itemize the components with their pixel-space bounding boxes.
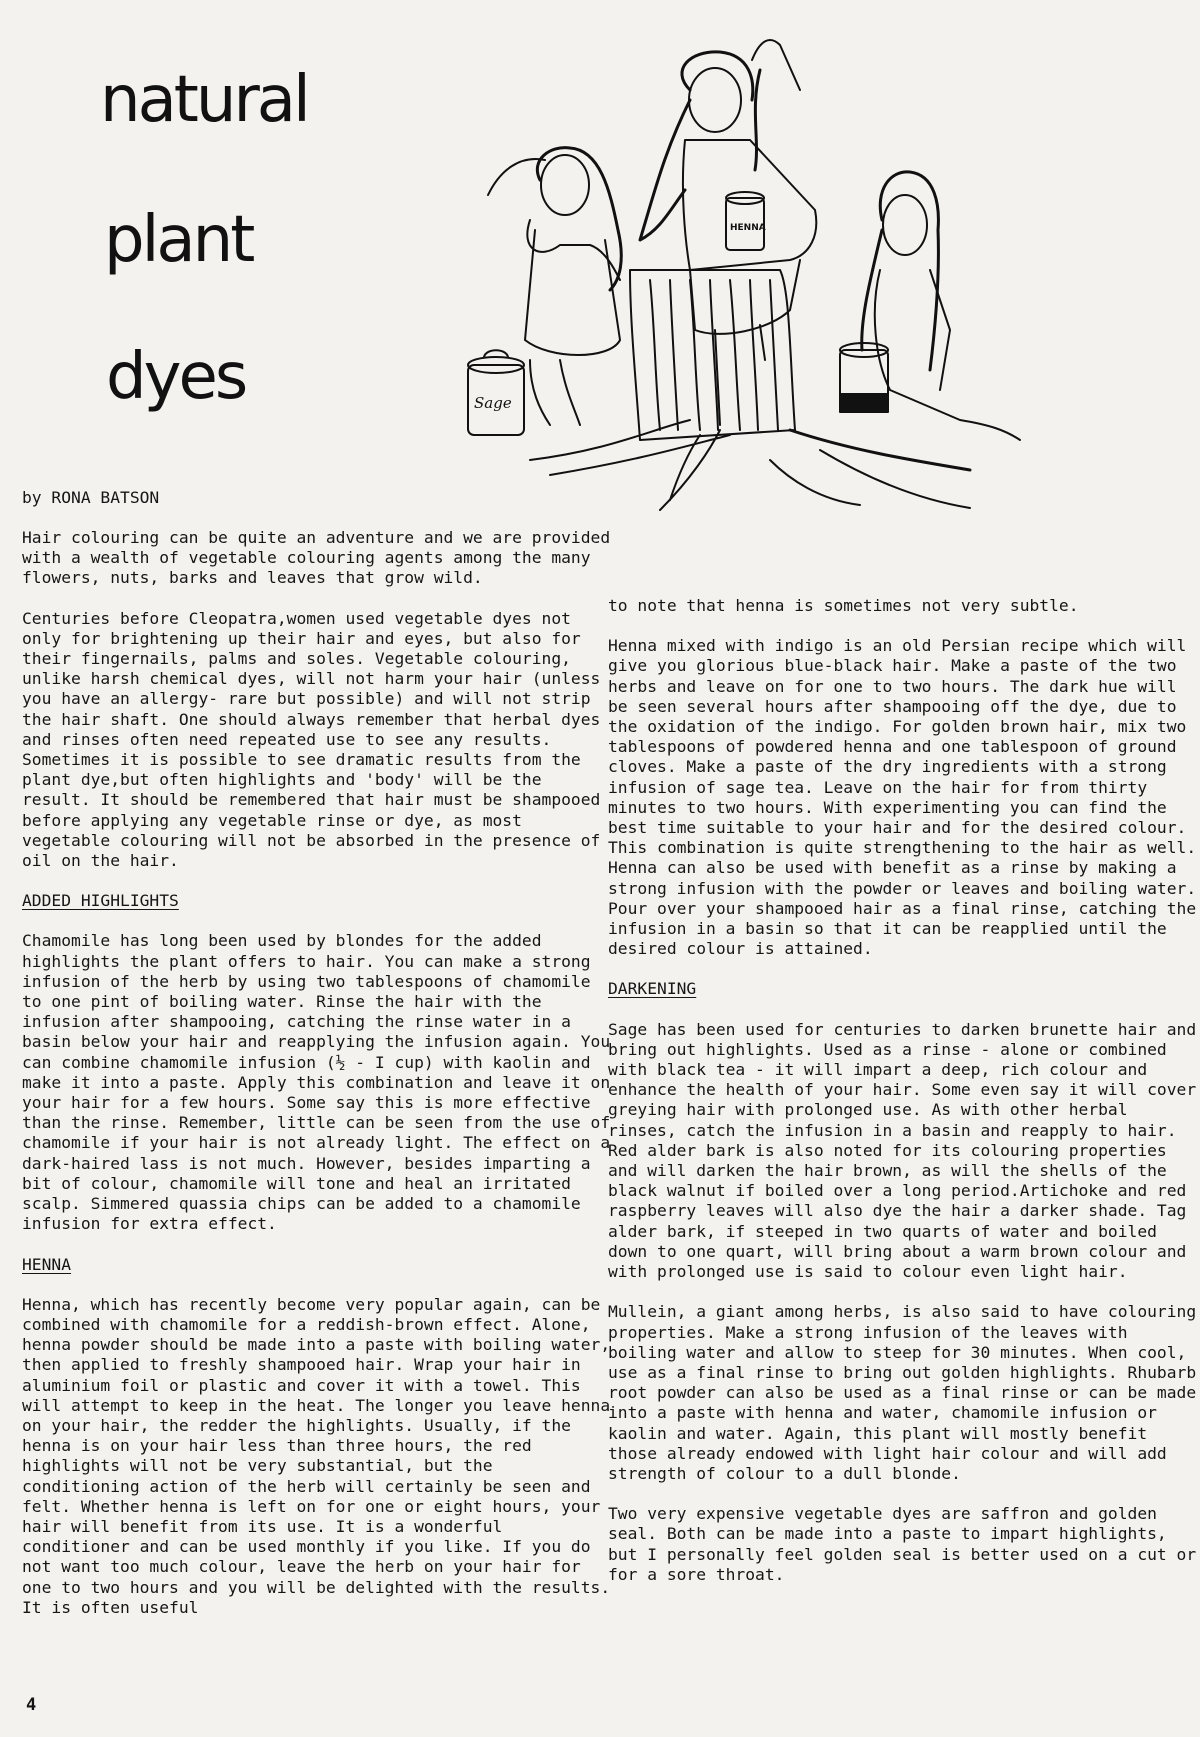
intro-paragraph-2: Centuries before Cleopatra,women used vegetable dyes not only for brightening up their hair and eyes, but also for their fingernails, palms and soles. Vegetable colouring, unlike harsh chemical dyes, will not harm your hair (unless you have an allergy- rare but possible) and will not strip the hair shaft. One should always remember that herbal dyes and rinses often need repeated use to see any results. Sometimes it is possible to see dramatic results from the plant dye,but often highlights and 'body' will be the result. It should be remembered that hair must be shampooed before applying any vegetable rinse or dye, as most vegetable colouring will not be absorbed in the presence of oil on the hair. [22,608,601,871]
title-line-natural: natural [100,63,308,137]
darkening-paragraph-3: Two very expensive vegetable dyes are saffron and golden seal. Both can be made into a paste to impart highlights, but I personally feel golden seal is better used on a cut or for a sore throat. [608,1504,1197,1584]
henna-paragraph-part1: Henna, which has recently become very popular again, can be combined with chamomile for a reddish-brown effect. Alone, henna powder should be made into a paste with boiling water, then applied to freshly shampooed hair. Wrap your hair in aluminium foil or plastic and cover it with a towel. This will attempt to keep in the heat. The longer you leave henna on your hair, the redder the highlights. Usually, if the henna is on your hair less than three hours, the red highlights will not be very substantial, but the conditioning action of the herb will certainly be seen and felt. Whether henna is left on for one or eight hours, your hair will benefit from its use. It is a wonderful conditioner and can be used monthly if you like. If you do not want too much colour, leave the herb on your hair for one to two hours and you will be delighted with the results. It is often useful [22,1294,611,1617]
page-number: 4 [26,1695,37,1715]
intro-paragraph-1: Hair colouring can be quite an adventure and we are provided with a wealth of vegetable colouring agents among the many flowers, nuts, barks and leaves that grow wild. [22,528,611,588]
byline: by RONA BATSON [22,488,160,507]
section-heading-added-highlights: ADDED HIGHLIGHTS [22,891,179,911]
added-highlights-paragraph: Chamomile has long been used by blondes for the added highlights the plant offers to hair. You can make a strong infusion of the herb by using two tablespoons of chamomile to one pint of boiling water. Rinse the hair with the infusion after shampooing, catching the rinse water in a basin below your hair and reapplying the infusion again. You can combine chamomile infusion (½ - I cup) with kaolin and make it into a paste. Apply this combination and leave it on your hair for a few hours. Some say this is more effective than the rinse. Remember, little can be seen from the use of chamomile if your hair is not already light. The effect on a dark-haired lass is not much. However, besides imparting a bit of colour, chamomile will tone and heal an irritated scalp. Simmered quassia chips can be added to a chamomile infusion for extra effect. [22,931,611,1234]
sage-jar-label: Sage [474,394,512,412]
darkening-paragraph-2: Mullein, a giant among herbs, is also said to have colouring properties. Make a strong infusion of the leaves with boiling water and allow to steep for 30 minutes. When cool, use as a final rinse to bring out golden highlights. Rhubarb root powder can also be used as a final rinse or can be made into a paste with henna and water, chamomile infusion or kaolin and water. Again, this plant will mostly benefit those already endowed with light hair colour and will add strength of colour to a dull blonde. [608,1302,1197,1483]
title-line-dyes: dyes [106,340,246,414]
right-column [608,596,1198,1605]
left-column [22,528,612,1638]
henna-indigo-paragraph: Henna mixed with indigo is an old Persian recipe which will give you glorious blue-black hair. Make a paste of the two herbs and leave on for one to two hours. The dark hue will be seen several hours after shampooing off the dye, due to the oxidation of the indigo. For golden brown hair, mix two tablespoons of powdered henna and one tablespoon of ground cloves. Make a paste of the dry ingredients with a strong infusion of sage tea. Leave on the hair for from thirty minutes to two hours. With experimenting you can find the best time suitable to your hair and for the desired colour. This combination is quite strengthening to the hair as well. Henna can also be used with benefit as a rinse by making a strong infusion with the powder or leaves and boiling water. Pour over your shampooed hair as a final rinse, catching the infusion in a basin so that it can be reapplied until the desired colour is attained. [608,636,1197,959]
henna-paragraph-part2: to note that henna is sometimes not very subtle. [608,596,1079,615]
henna-jar-label: HENNA [730,223,766,233]
title-line-plant: plant [104,203,253,277]
section-heading-henna: HENNA [22,1254,72,1274]
three-girls-illustration [474,30,1190,522]
section-heading-darkening: DARKENING [608,979,697,999]
darkening-paragraph-1: Sage has been used for centuries to darken brunette hair and bring out highlights. Used as a rinse - alone or combined with black tea - it will impart a deep, rich colour and enhance the health of your hair. Some even say it will cover greying hair with prolonged use. As with other herbal rinses, catch the infusion in a basin and reapply to hair. Red alder bark is also noted for its colouring properties and will darken the hair brown, as will the shells of the black walnut if boiled over a long period.Artichoke and red raspberry leaves will also dye the hair a darker shade. Tag alder bark, if steeped in two quarts of water and boiled down to one quart, will bring about a warm brown colour and with prolonged use is said to colour even light hair. [608,1019,1197,1282]
